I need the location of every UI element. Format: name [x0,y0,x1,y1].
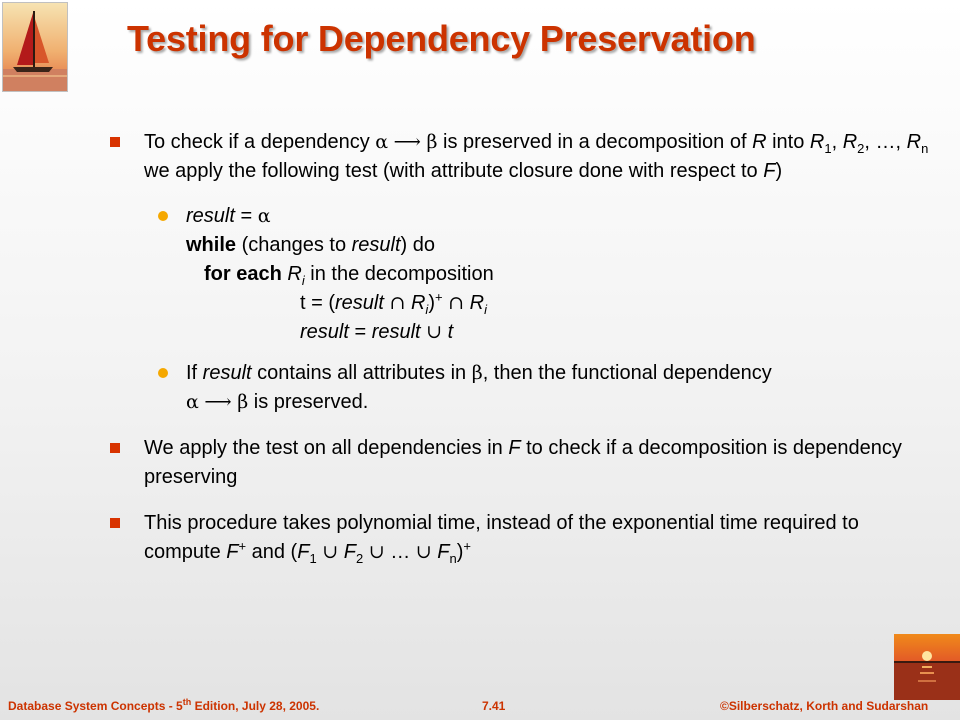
footer-course: Database System Concepts - 5th Edition, July 28, 2005. [8,697,320,713]
square-bullet-icon [110,443,120,453]
footer-page-number: 7.41 [482,699,506,713]
footer-copyright: ©Silberschatz, Korth and Sudarshan [720,699,929,713]
bullet-check-dependency: To check if a dependency α ⟶ β is preserved in a decomposition of R into $R_1$, $R_2$, …, $R_n$ we apply the following test (with attribute closure done with respect to F) result = α while (changes to result) do for each $R_i$ in the decomposition t = (result ∩ $R_i)^+$ ∩ $R_i$ result = result ∪ t If result contains all attributes in β, then the functional dependency α ⟶ β is preserved. [110,128,930,417]
algo-line-while: while (changes to result) do [186,234,436,256]
slide-content [110,128,930,584]
bullet-polynomial-time: This procedure takes polynomial time, instead of the exponential time required to compute F+ and ($F_1$ ∪ $F_2$ ∪ … ∪ $F_n)^+$ [110,509,930,567]
sailboat-logo [2,2,68,92]
round-bullet-icon [158,368,168,378]
square-bullet-icon [110,137,120,147]
sunset-image [894,634,960,700]
bullet-result-check: If result contains all attributes in β, then the functional dependency α ⟶ β is preserved. [110,359,930,417]
algo-line-init: result = α [186,205,271,227]
round-bullet-icon [158,211,168,221]
bullet-apply-test: We apply the test on all dependencies in F to check if a decomposition is dependency preserving [110,434,930,492]
algo-line-foreach: for each $R_i$ in the decomposition [204,263,494,288]
algo-line-result: result = result ∪ t [300,321,454,343]
algo-line-t: t = (result ∩ $R_i)^+$ ∩ $R_i$ [300,289,487,317]
slide-title: Testing for Dependency Preservation [127,18,756,59]
square-bullet-icon [110,518,120,528]
algorithm-block [186,202,930,347]
bullet-algorithm [110,202,930,347]
